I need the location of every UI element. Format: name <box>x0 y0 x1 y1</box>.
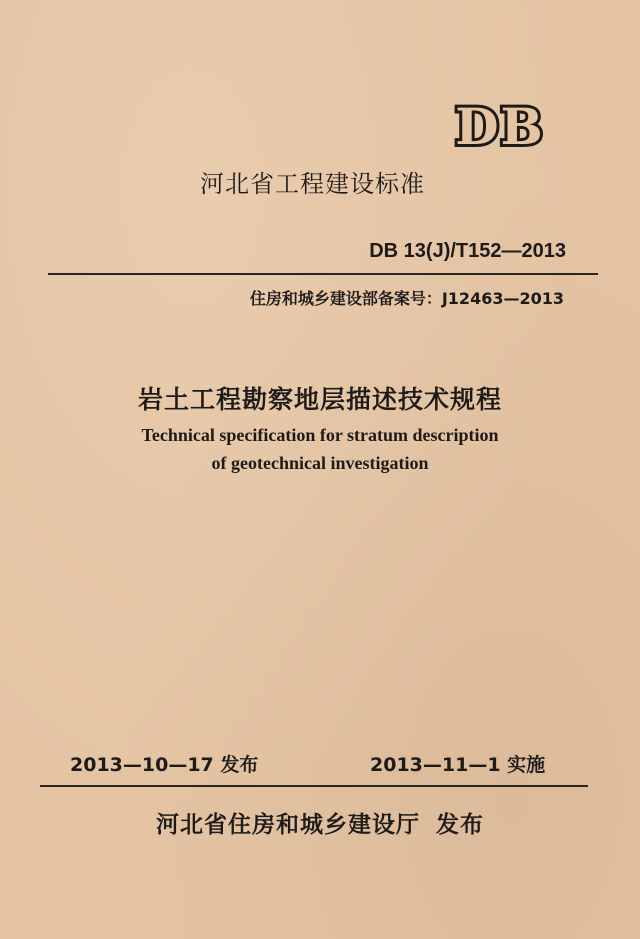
db-logo <box>434 100 566 152</box>
effective-date: 2013—11—1 实施 <box>370 754 546 776</box>
footer-divider <box>40 785 588 787</box>
db-logo-text: DB <box>455 100 545 152</box>
standard-category-title: 河北省工程建设标准 <box>200 170 425 198</box>
publisher-name: 河北省住房和城乡建设厅 <box>156 812 420 838</box>
publisher-action: 发布 <box>436 812 484 838</box>
issue-date: 2013—10—17 发布 <box>70 754 259 776</box>
header-divider <box>48 273 598 275</box>
document-title-chinese: 岩土工程勘察地层描述技术规程 <box>137 385 502 414</box>
document-title-english-line2: of geotechnical investigation <box>211 453 429 473</box>
publisher <box>0 806 640 839</box>
filing-number: 住房和城乡建设部备案号：J12463—2013 <box>249 289 564 308</box>
standard-number: DB 13(J)/T152—2013 <box>369 240 566 262</box>
document-title-english-line1: Technical specification for stratum description <box>141 425 499 445</box>
